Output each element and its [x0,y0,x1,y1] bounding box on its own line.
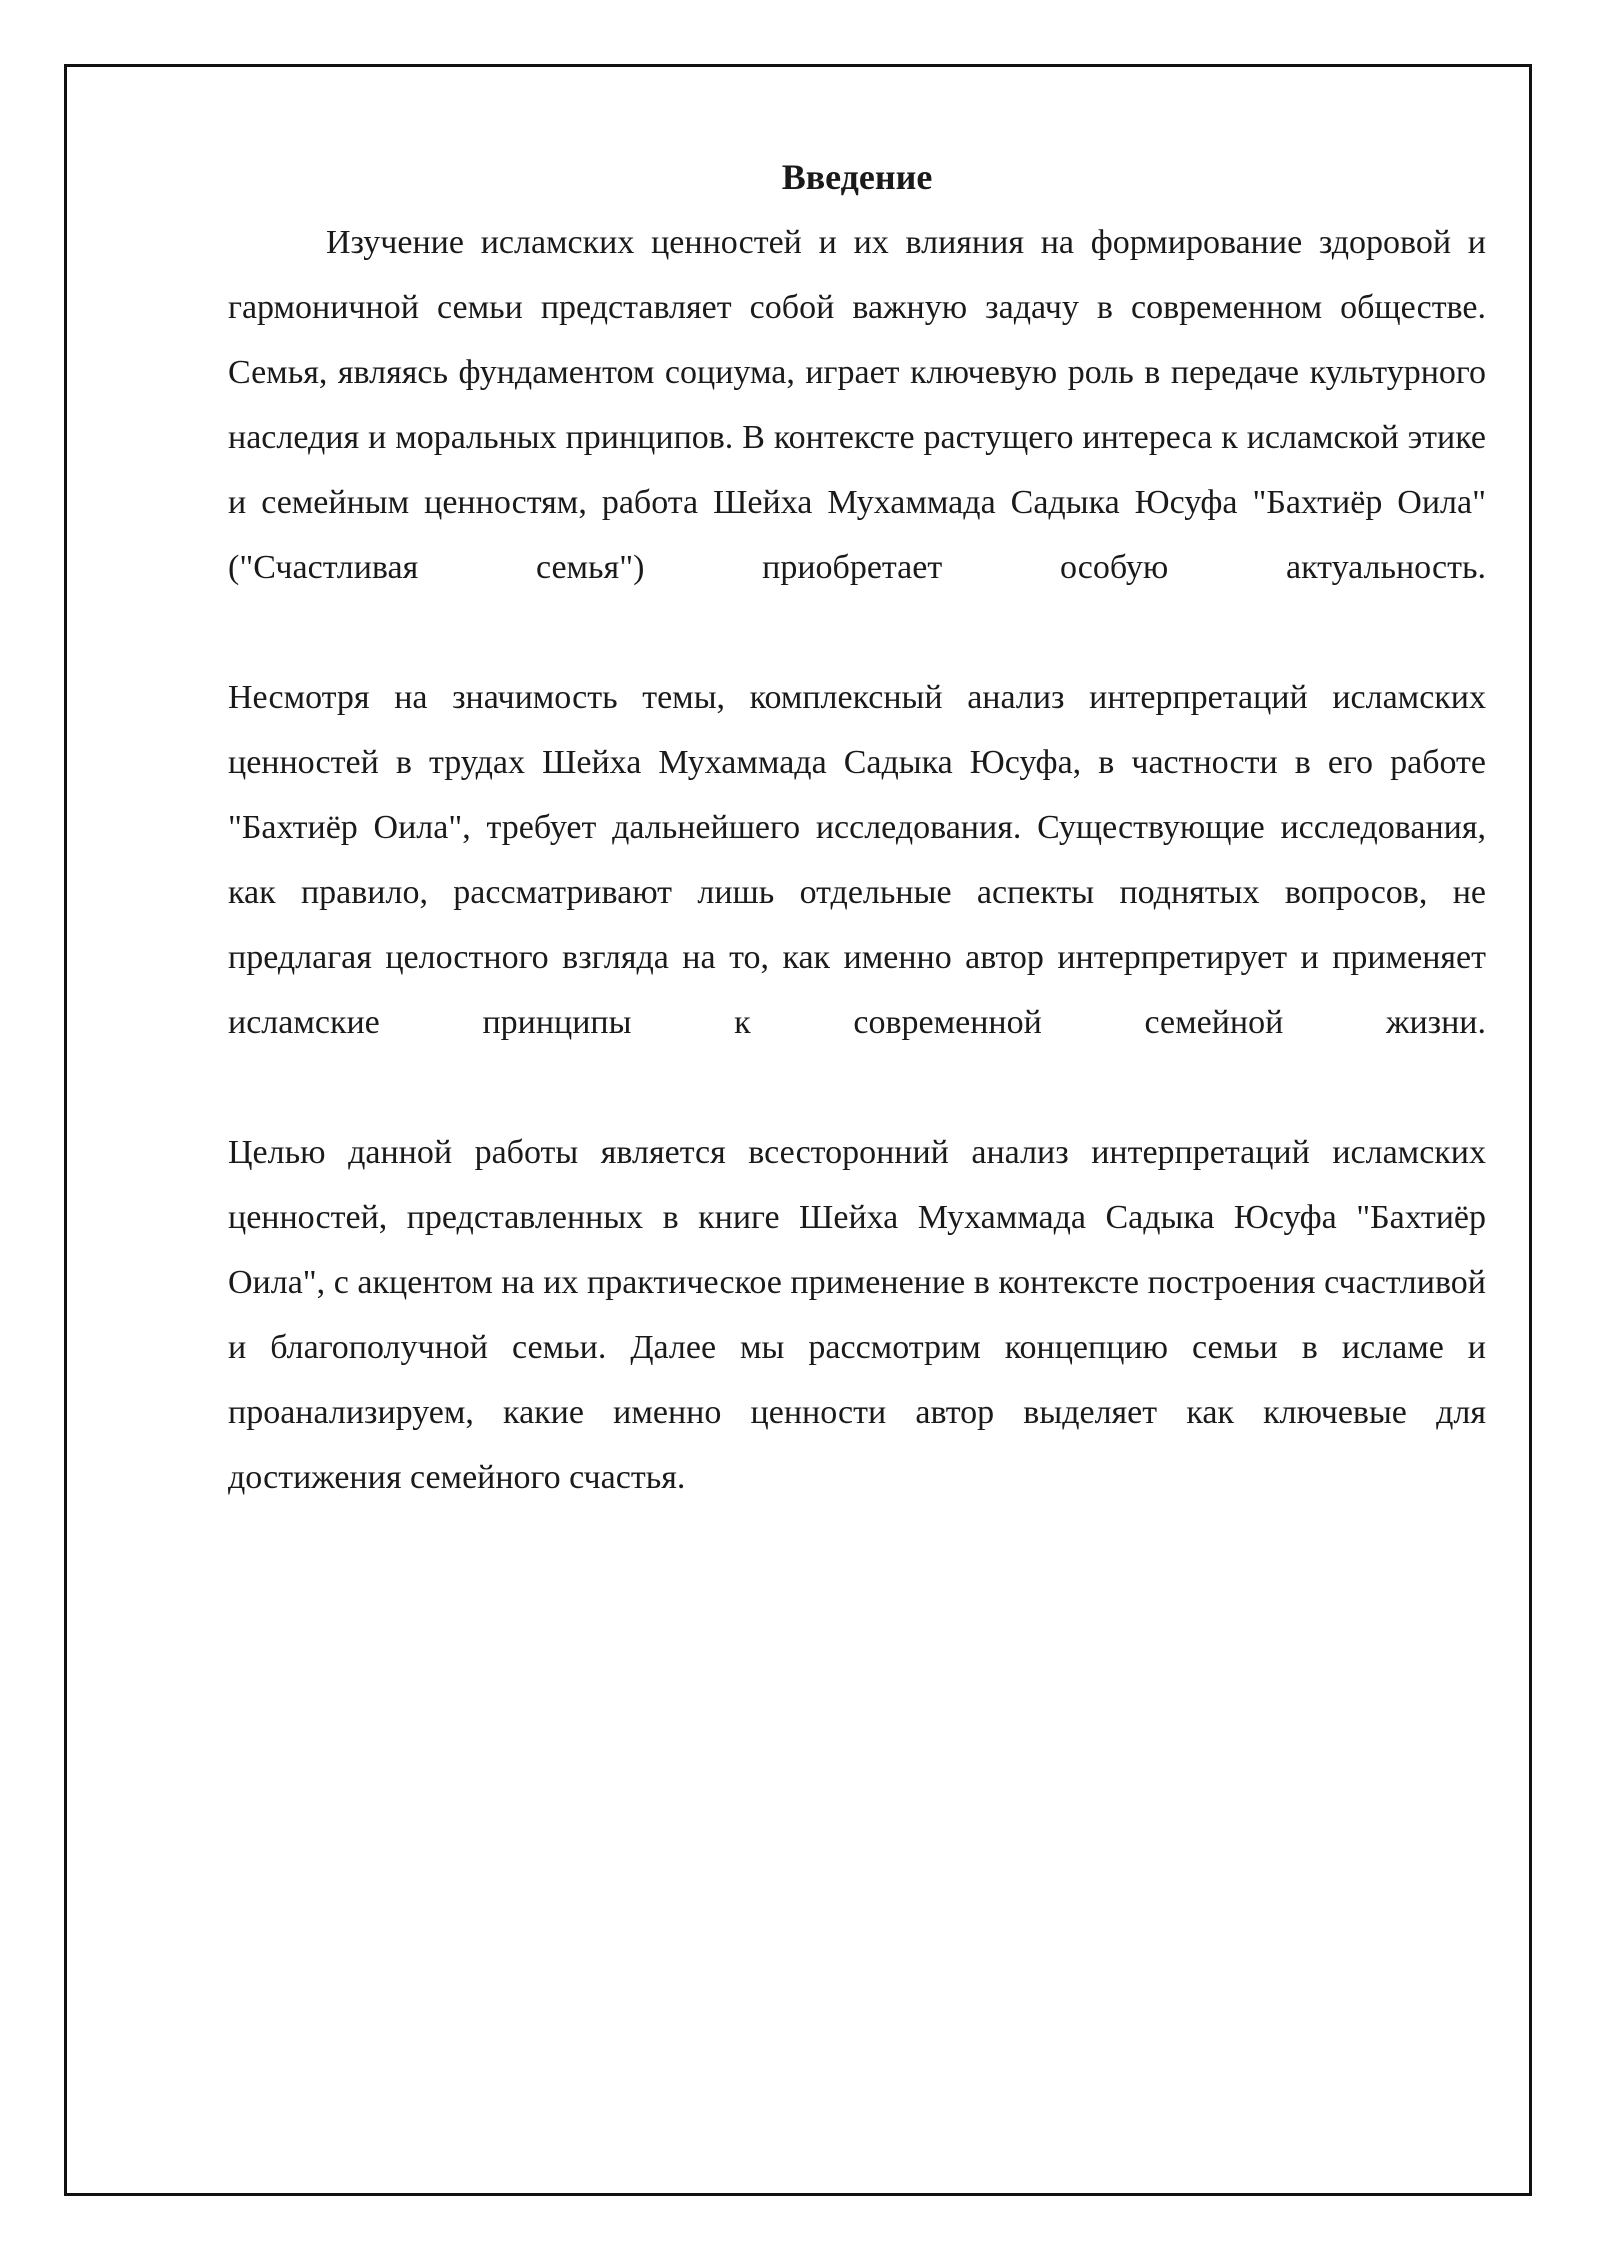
paragraph-intro: Изучение исламских ценностей и их влияния на формирование здоровой и гармоничной семьи представляет собой важную задачу в современном обществе. Семья, являясь фундаментом социума, играет ключевую роль в передаче культурного наследия и моральных принципов. В контексте растущего интереса к исламской этике и семейным ценностям, работа Шейха Мухаммада Садыка Юсуфа "Бахтиёр Оила" ("Счастливая семья") приобретает особую актуальность. [228,224,1486,586]
paragraph-spacer [228,1055,1486,1120]
paragraph-spacer [228,600,1486,665]
paragraph-goal: Целью данной работы является всесторонний анализ интерпретаций исламских ценностей, представленных в книге Шейха Мухаммада Садыка Юсуфа "Бахтиёр Оила", с акцентом на их практическое применение в контексте построения счастливой и благополучной семьи. Далее мы рассмотрим концепцию семьи в исламе и проанализируем, какие именно ценности автор выделяет как ключевые для достижения семейного счастья. [228,1134,1486,1496]
document-body [228,150,1486,1510]
section-title: Введение [781,157,933,197]
paragraph-problem: Несмотря на значимость темы, комплексный анализ интерпретаций исламских ценностей в трудах Шейха Мухаммада Садыка Юсуфа, в частности в его работе "Бахтиёр Оила", требует дальнейшего исследования. Существующие исследования, как правило, рассматривают лишь отдельные аспекты поднятых вопросов, не предлагая целостного взгляда на то, как именно автор интерпретирует и применяет исламские принципы к современной семейной жизни. [228,679,1486,1041]
